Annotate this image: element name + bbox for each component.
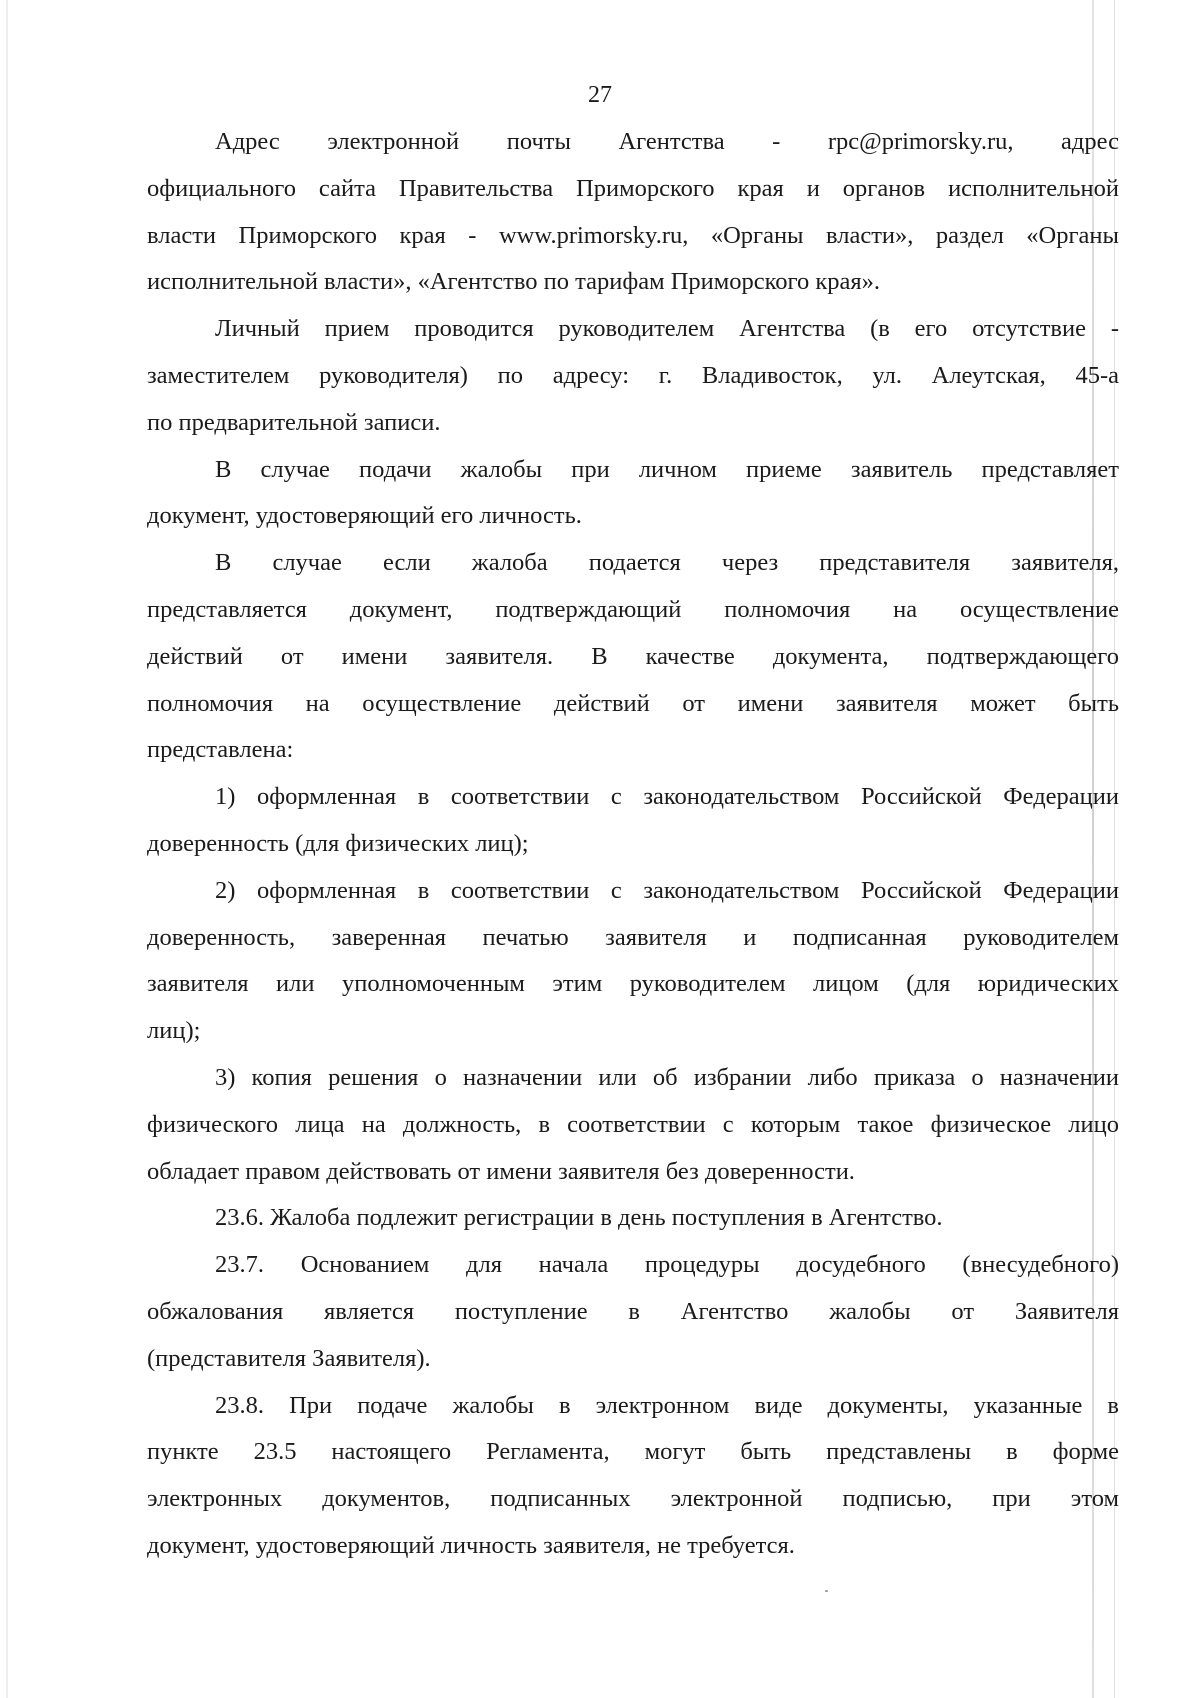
text-line: лиц); bbox=[147, 1017, 201, 1045]
text-line: доверенность (для физических лиц); bbox=[147, 829, 529, 857]
text-line: обжалования является поступление в Агентство жалобы от Заявителя bbox=[147, 1297, 1119, 1325]
text-line: физического лица на должность, в соответствии с которым такое физическое лицо bbox=[147, 1110, 1119, 1138]
text-line: (представителя Заявителя). bbox=[147, 1344, 431, 1372]
text-line: доверенность, заверенная печатью заявителя и подписанная руководителем bbox=[147, 923, 1119, 951]
text-line: документ, удостоверяющий его личность. bbox=[147, 502, 582, 530]
text-line: заявителя или уполномоченным этим руководителем лицом (для юридических bbox=[147, 970, 1119, 998]
text-line: действий от имени заявителя. В качестве документа, подтверждающего bbox=[147, 642, 1119, 670]
text-line: власти Приморского края - www.primorsky.ru, «Органы власти», раздел «Органы bbox=[147, 221, 1119, 249]
page-number: 27 bbox=[588, 82, 612, 108]
text-line: 2) оформленная в соответствии с законодательством Российской Федерации bbox=[215, 876, 1119, 904]
text-line: 23.6. Жалоба подлежит регистрации в день поступления в Агентство. bbox=[215, 1204, 943, 1232]
text-line: официального сайта Правительства Приморского края и органов исполнительной bbox=[147, 174, 1119, 202]
text-line: Адрес электронной почты Агентства - rpc@primorsky.ru, адрес bbox=[215, 128, 1119, 155]
text-line: представляется документ, подтверждающий полномочия на осуществление bbox=[147, 595, 1119, 623]
scan-edge-left bbox=[6, 0, 8, 1698]
text-line: полномочия на осуществление действий от имени заявителя может быть bbox=[147, 689, 1119, 717]
text-line: исполнительной власти», «Агентство по тарифам Приморского края». bbox=[147, 268, 881, 296]
text-line: заместителем руководителя) по адресу: г. Владивосток, ул. Алеутская, 45-а bbox=[147, 361, 1119, 389]
text-line: 1) оформленная в соответствии с законодательством Российской Федерации bbox=[215, 783, 1119, 811]
text-line: пункте 23.5 настоящего Регламента, могут быть представлены в форме bbox=[147, 1438, 1119, 1466]
text-line: документ, удостоверяющий личность заявителя, не требуется. bbox=[147, 1531, 795, 1559]
text-line: 23.7. Основанием для начала процедуры досудебного (внесудебного) bbox=[215, 1251, 1119, 1279]
text-line: электронных документов, подписанных электронной подписью, при этом bbox=[147, 1485, 1119, 1513]
text-line: обладает правом действовать от имени заявителя без доверенности. bbox=[147, 1157, 855, 1185]
document-body bbox=[147, 119, 1119, 1570]
text-line: 23.8. При подаче жалобы в электронном виде документы, указанные в bbox=[215, 1391, 1119, 1419]
text-line: Личный прием проводится руководителем Агентства (в его отсутствие - bbox=[215, 315, 1119, 343]
text-line: В случае подачи жалобы при личном приеме заявитель представляет bbox=[215, 455, 1119, 483]
scan-speck bbox=[825, 1590, 828, 1592]
text-line: 3) копия решения о назначении или об избрании либо приказа о назначении bbox=[215, 1063, 1119, 1091]
text-line: В случае если жалоба подается через представителя заявителя, bbox=[215, 549, 1119, 577]
text-line: представлена: bbox=[147, 736, 294, 764]
text-line: по предварительной записи. bbox=[147, 408, 441, 436]
